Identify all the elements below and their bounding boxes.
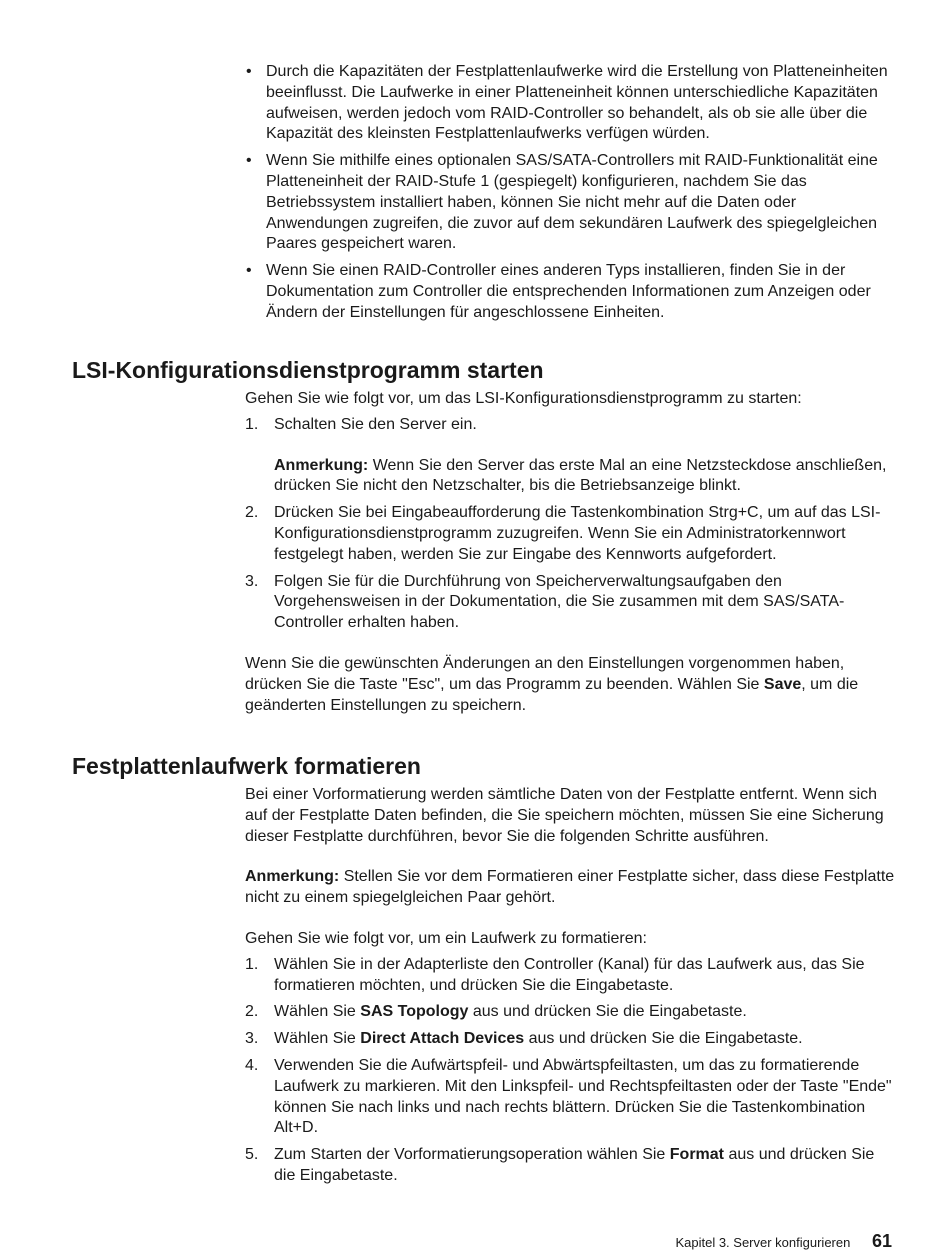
- note-text: Wenn Sie den Server das erste Mal an eine Netzsteckdose anschließen, drücken Sie nicht den Netzschalter, bis die Betriebsanzeige blinkt.: [274, 456, 887, 495]
- list-item: [245, 572, 895, 634]
- step-text: Wählen Sie in der Adapterliste den Controller (Kanal) für das Laufwerk aus, das Sie formatieren möchten, und drücken Sie die Eingabetaste.: [274, 955, 865, 994]
- list-item: [245, 955, 895, 997]
- step-number: 2.: [245, 504, 259, 522]
- list-item: [245, 1002, 895, 1023]
- step-text: Folgen Sie für die Durchführung von Speicherverwaltungsaufgaben den Vorgehensweisen in der Dokumentation, die Sie zusammen mit dem SAS/SATA-Controller erhalten haben.: [274, 572, 845, 632]
- step-text: Zum Starten der Vorformatierungsoperation wählen Sie: [274, 1146, 670, 1164]
- page-footer: [675, 1231, 892, 1254]
- step-number: 3.: [245, 1030, 259, 1048]
- section-heading-lsi: LSI-Konfigurationsdienstprogramm starten: [72, 357, 544, 383]
- step-keyword: SAS Topology: [360, 1003, 469, 1021]
- step-number: 3.: [245, 572, 259, 590]
- note-paragraph: [245, 867, 895, 909]
- footer-chapter-title: Kapitel 3. Server konfigurieren: [675, 1235, 851, 1250]
- step-keyword: Format: [669, 1146, 724, 1164]
- lsi-intro-text: Gehen Sie wie folgt vor, um das LSI-Konfigurationsdienstprogramm zu starten:: [245, 390, 802, 407]
- bullet-item: • Durch die Kapazitäten der Festplattenlaufwerke wird die Erstellung von Platteneinheiten beeinflusst. Die Laufwerke in einer Platteneinheit können unterschiedliche Kapazitäten aufweisen, werden jedoch vom RAID-Controller so behandelt, als ob sie alle über die Kapazität des kleinsten Festplattenlaufwerks verfügen würden.: [245, 62, 895, 145]
- list-item: [245, 503, 895, 565]
- note-paragraph: [274, 456, 895, 498]
- step-text: Wählen Sie: [274, 1003, 361, 1021]
- list-item: [245, 1056, 895, 1139]
- step-text: Wählen Sie: [274, 1030, 361, 1048]
- section-heading-format: Festplattenlaufwerk formatieren: [72, 753, 421, 779]
- step-number: 1.: [245, 955, 259, 973]
- lsi-closing-paragraph: [245, 654, 895, 716]
- step-number: 5.: [245, 1146, 259, 1164]
- step-keyword: Direct Attach Devices: [360, 1030, 525, 1048]
- step-text: Schalten Sie den Server ein.: [274, 415, 477, 433]
- note-label: Anmerkung:: [245, 868, 340, 886]
- step-text: Drücken Sie bei Eingabeaufforderung die Tastenkombination Strg+C, um auf das LSI-Konfigurationsdienstprogramm zuzugreifen. Wenn Sie ein Administratorkennwort festgelegt haben, werden Sie zur Eingabe des Kennworts aufgefordert.: [274, 504, 881, 563]
- note-label: Anmerkung:: [274, 456, 369, 474]
- step-text: Verwenden Sie die Aufwärtspfeil- und Abwärtspfeiltasten, um das zu formatierende Laufwerk zu markieren. Mit den Linkspfeil- und Rechtspfeiltasten oder der Taste "Ende" können Sie nach links und nach rechts blättern. Drücken Sie die Tastenkombination Alt+D.: [274, 1056, 892, 1137]
- intro-bullet-list: [245, 62, 895, 330]
- step-text-end: aus und drücken Sie die Eingabetaste.: [524, 1030, 803, 1048]
- note-text: Stellen Sie vor dem Formatieren einer Festplatte sicher, dass diese Festplatte nicht zu einem spiegelgleichen Paar gehört.: [245, 868, 895, 907]
- save-keyword: Save: [763, 675, 802, 693]
- bullet-item: • Wenn Sie mithilfe eines optionalen SAS/SATA-Controllers mit RAID-Funktionalität eine Platteneinheit der RAID-Stufe 1 (gespiegelt) konfigurieren, nachdem Sie das Betriebssystem installiert haben, können Sie nicht mehr auf die Daten oder Anwendungen zugreifen, die zuvor auf dem sekundären Laufwerk des spiegelgleichen Paares gespeichert waren.: [245, 151, 895, 255]
- format-intro-text: Bei einer Vorformatierung werden sämtliche Daten von der Festplatte entfernt. Wenn sich auf der Festplatte Daten befinden, die Sie speichern möchten, müssen Sie eine Sicherung dieser Festplatte durchführen, bevor Sie die folgenden Schritte ausführen.: [245, 786, 884, 845]
- section-lsi-body: [245, 389, 895, 716]
- section-format-body: [245, 785, 895, 1193]
- bullet-item: • Wenn Sie einen RAID-Controller eines anderen Typs installieren, finden Sie in der Dokumentation zum Controller die entsprechenden Informationen zum Anzeigen oder Ändern der Einstellungen für angeschlossene Einheiten.: [245, 261, 895, 323]
- step-text-end: aus und drücken Sie die Eingabetaste.: [274, 1146, 875, 1184]
- closing-text: Wenn Sie die gewünschten Änderungen an den Einstellungen vorgenommen haben, drücken Sie die Taste "Esc", um das Programm zu beenden. Wählen Sie: [245, 654, 845, 693]
- format-steps-intro: Gehen Sie wie folgt vor, um ein Laufwerk zu formatieren:: [245, 929, 647, 947]
- step-text-end: aus und drücken Sie die Eingabetaste.: [468, 1003, 747, 1021]
- lsi-step-list: [245, 415, 895, 634]
- list-item: [245, 1145, 895, 1187]
- page-number: 61: [871, 1231, 892, 1251]
- format-step-list: [245, 955, 895, 1187]
- list-item: [245, 1029, 895, 1050]
- closing-text-end: , um die geänderten Einstellungen zu speichern.: [245, 675, 859, 714]
- step-number: 1.: [245, 415, 259, 433]
- list-item: [245, 415, 895, 497]
- step-number: 4.: [245, 1056, 259, 1074]
- step-number: 2.: [245, 1003, 259, 1021]
